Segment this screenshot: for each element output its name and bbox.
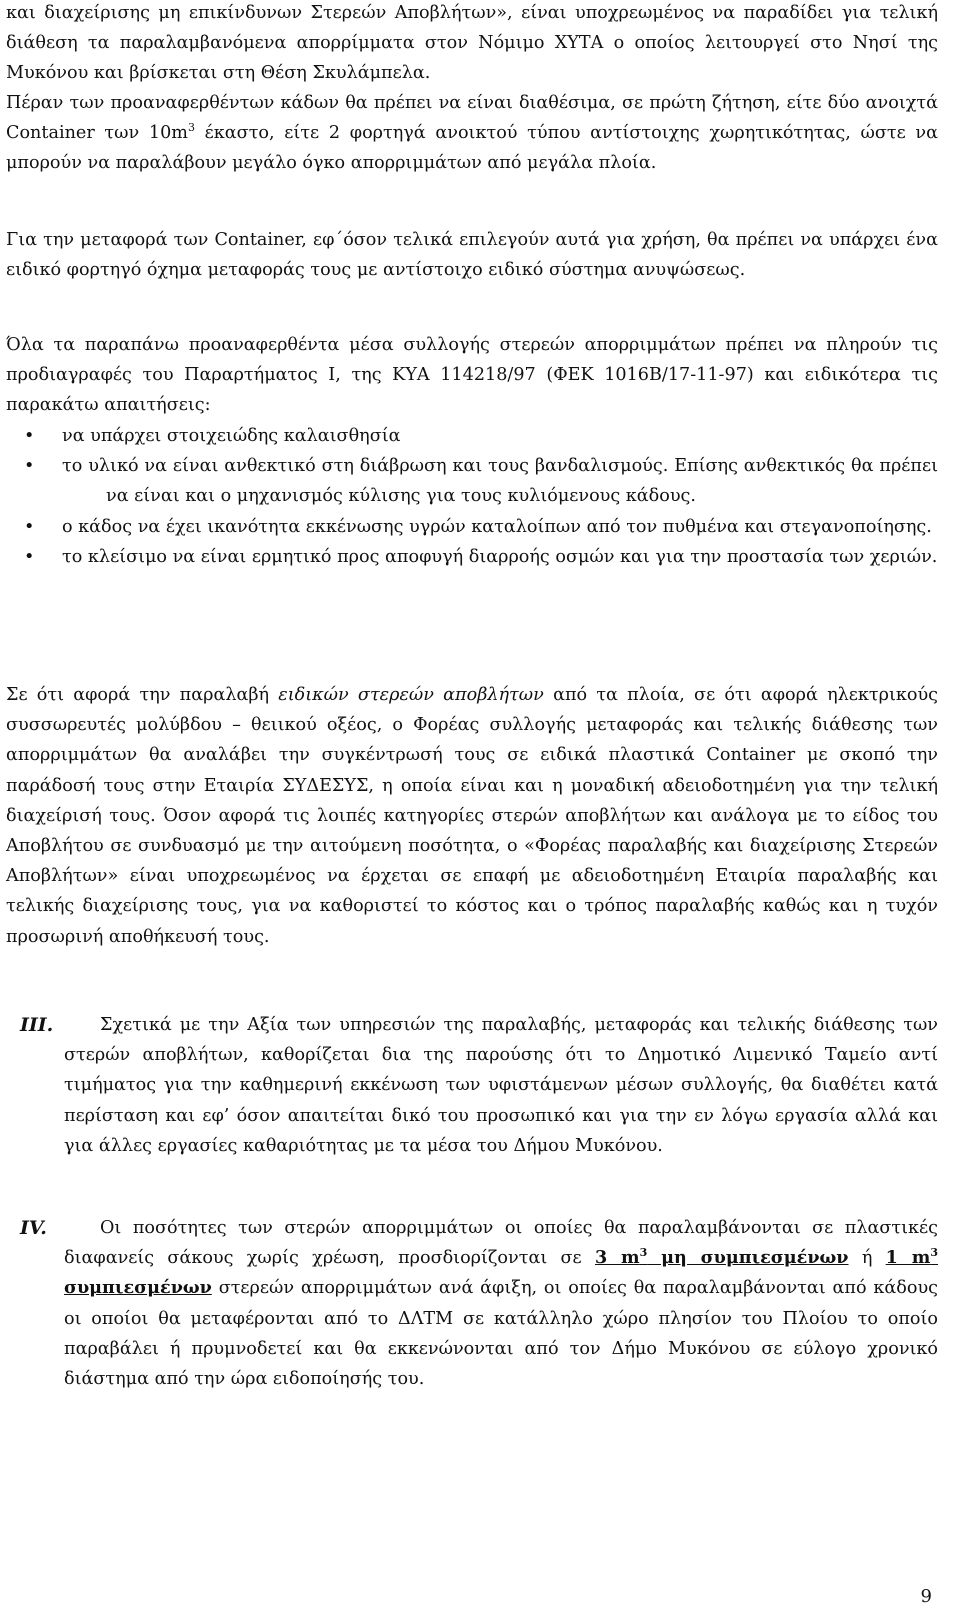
paragraph-containers-text-a: Πέραν των προαναφερθέντων κάδων θα πρέπει να είναι διαθέσιμα, σε πρώτη ζήτηση, είτε δύο ανοιχτά Container των 10m [6, 93, 938, 144]
section-iv [6, 1213, 938, 1394]
quantity-uncompressed-value: 3 m [594, 1247, 640, 1269]
superscript-3: 3 [930, 1246, 939, 1260]
section-iii [6, 1010, 938, 1161]
list-item [6, 451, 938, 511]
quantity-compressed-value: 1 m [885, 1247, 931, 1269]
section-iv-body [64, 1213, 938, 1394]
quantity-uncompressed [595, 1247, 849, 1268]
paragraph-requirements [6, 330, 938, 421]
paragraph-special-waste-text-b: από τα πλοία, σε ότι αφορά ηλεκτρικούς συσσωρευτές μολύβδου – θειικού οξέος, ο Φορέας συλλογής μεταφοράς και τελικής διάθεσης των απορριμμάτων θα αναλάβει την συγκέντρωσή τους σε ειδικά πλαστικά Container με σκοπό την παράδοσή τους στην Εταιρία ΣΥΔΕΣΥΣ, η οποία είναι και η μοναδική αδειοδοτημένη για την τελική διαχείρισή τους. Όσον αφορά τις λοιπές κατηγορίες στερών αποβλήτων και ανάλογα με το είδος του Αποβλήτου σε συνδυασμό με την αιτούμενη ποσότητα, ο «Φορέας παραλαβής και διαχείρισης Στερεών Αποβλήτων» είναι υποχρεωμένος να έρχεται σε επαφή με αδειοδοτημένη Εταιρία παραλαβής και τελικής διαχείρισης τους, για να καθοριστεί το κόστος και ο τρόπος παραλαβής καθώς και η τυχόν προσωρινή αποθήκευσή τους. [6, 685, 939, 947]
list-item-text: το κλείσιμο να είναι ερμητικό προς αποφυγή διαρροής οσμών και για την προστασία των χεριών. [62, 546, 938, 567]
paragraph-disposal [6, 0, 938, 89]
section-iv-number: IV. [20, 1217, 47, 1239]
superscript-3: 3 [639, 1246, 648, 1260]
bullet-icon: • [24, 456, 35, 477]
page-number: 9 [920, 1586, 932, 1607]
section-iv-text-1: Οι ποσότητες των στερών απορριμμάτων οι οποίες θα παραλαμβάνονται σε πλαστικές διαφανείς σάκους χωρίς χρέωση, προσδιορίζονται σε [64, 1218, 938, 1269]
paragraph-containers-text-b: έκαστο, είτε 2 φορτηγά ανοικτού τύπου αντίστοιχης χωρητικότητας, ώστε να μπορούν να παραλάβουν μεγάλο όγκο απορριμμάτων από μεγάλα πλοία. [6, 123, 938, 174]
superscript-3: 3 [187, 121, 195, 135]
list-item-text: το υλικό να είναι ανθεκτικό στη διάβρωση και τους βανδαλισμούς. Επίσης ανθεκτικός θα πρέπει να είναι και ο μηχανισμός κύλισης για τους κυλιόμενους κάδους. [62, 456, 938, 507]
paragraph-containers [6, 88, 938, 179]
section-iii-number: III. [20, 1014, 54, 1036]
paragraph-special-waste-emphasis: ειδικών στερεών αποβλήτων [278, 685, 544, 705]
paragraph-special-waste-text-a: Σε ότι αφορά την παραλαβή [6, 685, 279, 705]
paragraph-transport-text: Για την μεταφορά των Container, εφ΄όσον τελικά επιλεγούν αυτά για χρήση, θα πρέπει να υπάρχει ένα ειδικό φορτηγό όχημα μεταφοράς τους με αντίστοιχο ειδικό σύστημα ανυψώσεως. [6, 230, 938, 281]
list-item-text: ο κάδος να έχει ικανότητα εκκένωσης υγρών καταλοίπων από τον πυθμένα και στεγανοποίησης. [62, 516, 932, 537]
bullet-icon: • [24, 546, 35, 567]
list-item-text: να υπάρχει στοιχειώδης καλαισθησία [62, 426, 401, 446]
section-iv-text-2: ή [848, 1248, 886, 1269]
bullet-icon: • [24, 516, 35, 537]
list-item [6, 421, 938, 451]
paragraph-special-waste [6, 680, 938, 952]
quantity-uncompressed-label: μη συμπιεσμένων [647, 1247, 849, 1269]
list-item [6, 542, 938, 572]
section-iii-text: Σχετικά με την Αξία των υπηρεσιών της παραλαβής, μεταφοράς και τελικής διάθεσης των στερών αποβλήτων, καθορίζεται δια της παρούσης ότι το Δημοτικό Λιμενικό Ταμείο αντί τιμήματος για την καθημερινή εκκένωση των υφιστάμενων μέσων συλλογής, θα διαθέτει κατά περίσταση και εφ’ όσον απαιτείται δικό του προσωπικό και για την εν λόγω εργασία αλλά και για άλλες εργασίες καθαριότητας με τα μέσα του Δήμου Μυκόνου. [64, 1015, 938, 1156]
list-item [6, 512, 938, 542]
section-iii-body [64, 1010, 938, 1161]
quantity-compressed-label: συμπιεσμένων [64, 1277, 212, 1299]
paragraph-transport [6, 225, 938, 285]
bullet-icon: • [24, 426, 35, 446]
paragraph-disposal-text: και διαχείρισης μη επικίνδυνων Στερεών Αποβλήτων», είναι υποχρεωμένος να παραδίδει για τελική διάθεση τα παραλαμβανόμενα απορρίμματα στον Νόμιμο ΧΥΤΑ ο οποίος λειτουργεί στο Νησί της Μυκόνου και βρίσκεται στη Θέση Σκυλάμπελα. [6, 3, 938, 84]
section-iv-text-3: στερεών απορριμμάτων ανά άφιξη, οι οποίες θα παραλαμβάνονται από κάδους οι οποίοι θα μεταφέρονται από το ΔΛΤΜ σε κατάλληλο χώρο πλησίον του Πλοίου το οποίο παραβάλει ή πρυμνοδετεί και θα εκκενώνονται από τον Δήμο Μυκόνου σε εύλογο χρονικό διάστημα από την ώρα ειδοποίησής του. [64, 1278, 938, 1390]
requirements-list [6, 421, 938, 572]
paragraph-requirements-text: Όλα τα παραπάνω προαναφερθέντα μέσα συλλογής στερεών απορριμμάτων πρέπει να πληρούν τις προδιαγραφές του Παραρτήματος Ι, της ΚΥΑ 114218/97 (ΦΕΚ 1016Β/17-11-97) και ειδικότερα τις παρακάτω απαιτήσεις: [6, 335, 938, 416]
